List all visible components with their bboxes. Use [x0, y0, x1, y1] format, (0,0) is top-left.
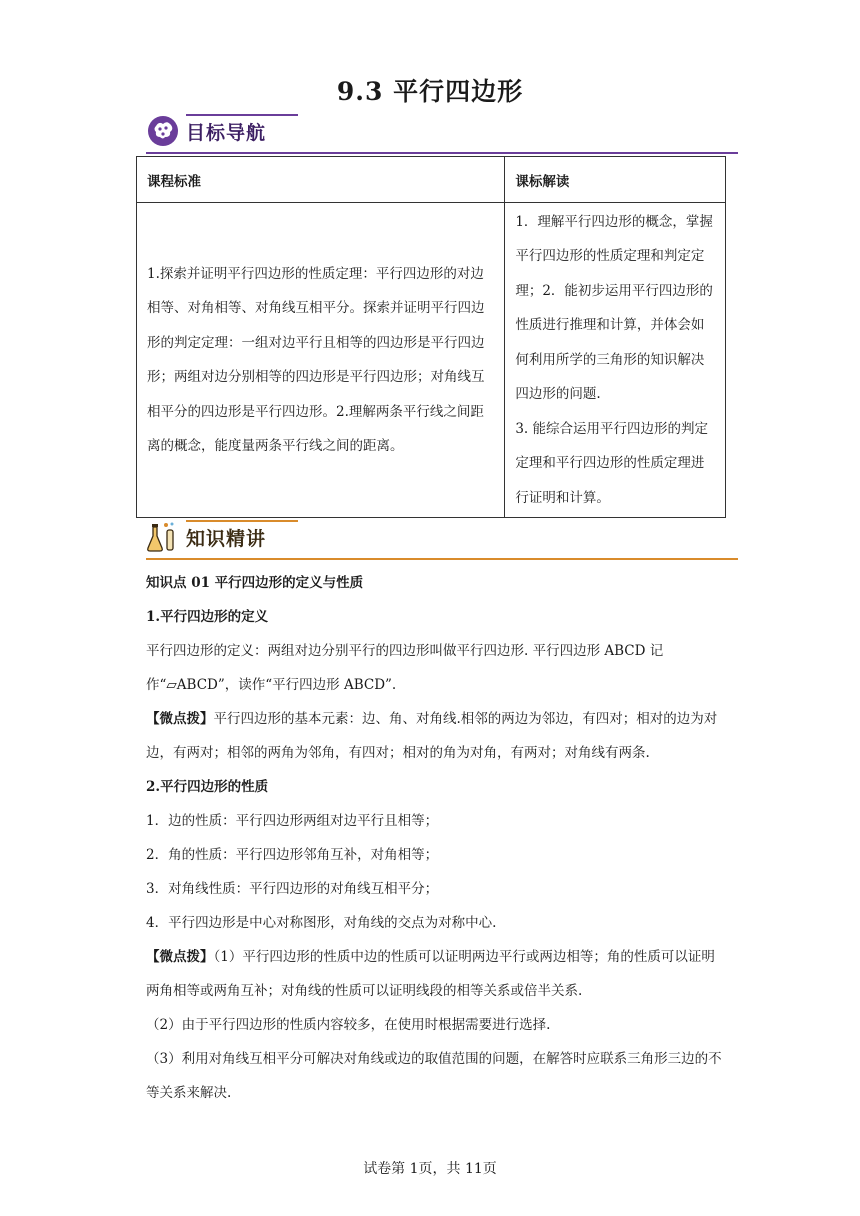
table-row — [137, 203, 726, 518]
interpretation-text-1: 1．理解平行四边形的概念，掌握平行四边形的性质定理和判定定理；2．能初步运用平行四边形的性质进行推理和计算，并体会如何利用所学的三角形的知识解决四边形的问题. — [515, 213, 713, 403]
tip-text: （1）平行四边形的性质中边的性质可以证明两边平行或两边相等；角的性质可以证明两角相等或两角互补；对角线的性质可以证明线段的相等关系或倍半关系. — [146, 949, 715, 999]
tip-label: 【微点拨】 — [146, 711, 214, 727]
goals-section-header — [146, 114, 738, 154]
page-footer: 试卷第 1页，共 11页 — [363, 1161, 497, 1177]
definition-text: 平行四边形的定义：两组对边分别平行的四边形叫做平行四边形. 平行四边形 ABCD 记作“▱ABCD”，读作“平行四边形 ABCD”. — [146, 643, 664, 693]
goals-heading: 目标导航 — [186, 122, 267, 144]
header-top-line — [186, 114, 298, 116]
header-rule — [146, 152, 738, 154]
knowledge-content — [146, 566, 724, 1110]
tip-text: 平行四边形的基本元素：边、角、对角线.相邻的两边为邻边，有四对；相对的边为对边，有两对；相邻的两角为邻角，有四对；相对的角为对角，有两对；对角线有两条. — [146, 711, 718, 761]
property-item: 2．角的性质：平行四边形邻角互补，对角相等； — [146, 847, 439, 863]
property-item: 3．对角线性质：平行四边形的对角线互相平分； — [146, 881, 439, 897]
tip-label: 【微点拨】 — [146, 949, 214, 965]
subheading-properties: 2.平行四边形的性质 — [146, 779, 269, 795]
header-standard: 课程标准 — [137, 157, 505, 203]
interpretation-cell — [505, 203, 726, 518]
tip-note-3: （3）利用对角线互相平分可解决对角线或边的取值范围的问题，在解答时应联系三角形三边的不等关系来解决. — [146, 1051, 722, 1101]
header-interpretation: 课标解读 — [505, 157, 726, 203]
header-rule — [146, 558, 738, 560]
curriculum-standards-table — [136, 156, 726, 518]
knowledge-heading: 知识精讲 — [186, 528, 267, 550]
tip-paragraph-1 — [146, 702, 724, 770]
table-header-row — [137, 157, 726, 203]
page-title: 9.3 平行四边形 — [336, 77, 524, 106]
standard-text: 1.探索并证明平行四边形的性质定理：平行四边形的对边相等、对角相等、对角线互相平分。探索并证明平行四边形的判定定理：一组对边平行且相等的四边形是平行四边形；两组对边分别相等的四边形是平行四边形；对角线互相平分的四边形是平行四边形。2.理解两条平行线之间距离的概念，能度量两条平行线之间的距离。 — [137, 203, 505, 518]
tip-note-2: （2）由于平行四边形的性质内容较多，在使用时根据需要进行选择. — [146, 1017, 551, 1033]
subheading-definition: 1.平行四边形的定义 — [146, 609, 269, 625]
header-top-line — [186, 520, 298, 522]
property-item: 4．平行四边形是中心对称图形，对角线的交点为对称中心. — [146, 915, 497, 931]
property-item: 1．边的性质：平行四边形两组对边平行且相等； — [146, 813, 439, 829]
interpretation-text-2: 3. 能综合运用平行四边形的判定定理和平行四边形的性质定理进行证明和计算。 — [515, 420, 709, 506]
brain-icon — [146, 114, 180, 148]
knowledge-section-header — [146, 520, 738, 560]
knowledge-point-title: 知识点 01 平行四边形的定义与性质 — [146, 575, 364, 591]
flask-icon — [146, 520, 180, 554]
tip-paragraph-2 — [146, 940, 724, 1008]
